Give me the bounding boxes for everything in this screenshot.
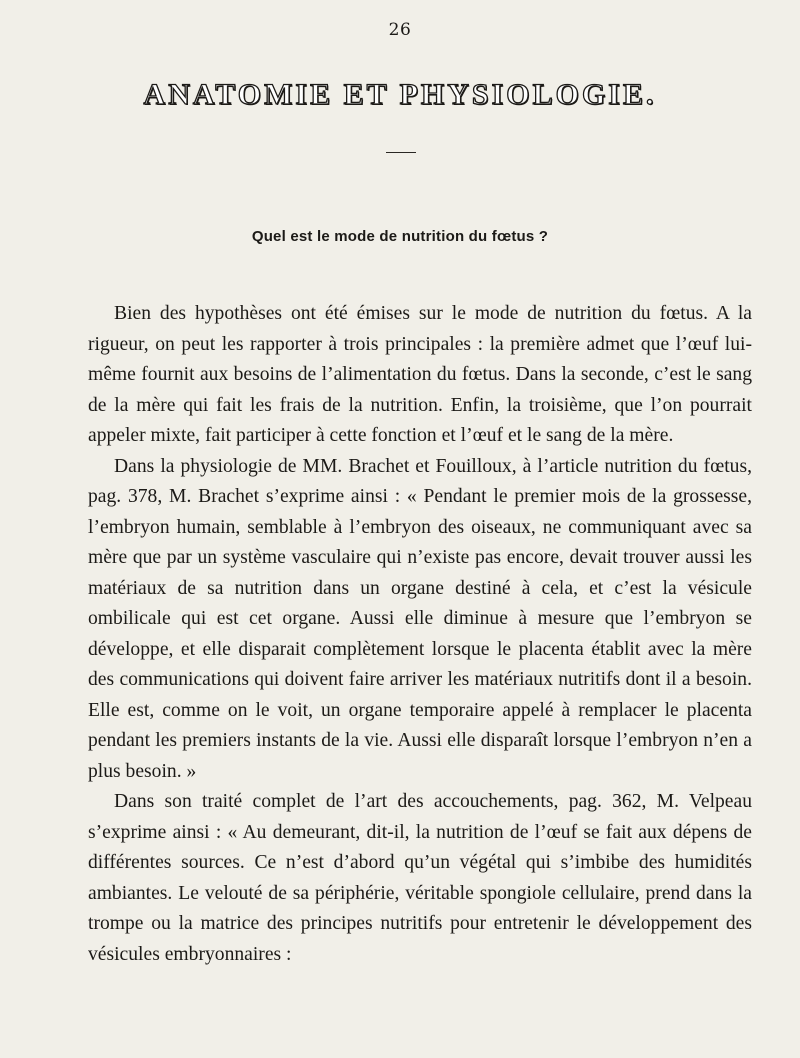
paragraph: Dans la physiologie de MM. Brachet et Fouilloux, à l’article nutrition du fœtus, pag. 378, M. Brachet s’exprime ainsi : « Pendant le premier mois de la grossesse, l’embryon humain, semblable à l’embryon des oiseaux, ne communiquant avec sa mère que par un système vasculaire qui n’existe pas encore, devait trouver aussi les matériaux de sa nutrition dans un organe destiné à cela, et c’est la vésicule ombilicale qui est cet organe. Aussi elle diminue à mesure que l’embryon se développe, et elle disparait complètement lorsque le placenta établit avec la mère des communications qui doivent faire arriver les matériaux nutritifs dont il a besoin. Elle est, comme on le voit, un organe temporaire appelé à remplacer le placenta pendant les premiers instants de la vie. Aussi elle disparaît lorsque l’embryon n’en a plus besoin. » (88, 455, 752, 782)
paragraph: Bien des hypothèses ont été émises sur le mode de nutrition du fœtus. A la rigueur, on peut les rapporter à trois principales : la première admet que l’œuf lui-même fournit aux besoins de l’alimentation du fœtus. Dans la seconde, c’est le sang de la mère qui fait les frais de la nutrition. Enfin, la troisième, que l’on pourrait appeler mixte, fait participer à cette fonction et l’œuf et le sang de la mère. (88, 303, 752, 446)
section-heading: ANATOMIE ET PHYSIOLOGIE. (143, 78, 657, 111)
paragraph: Dans son traité complet de l’art des accouchements, pag. 362, M. Velpeau s’exprime ainsi : « Au demeurant, dit-il, la nutrition de l’œuf se fait aux dépens de différentes sources. Ce n’est d’abord qu’un végétal qui s’imbibe des humidités ambiantes. Le velouté de sa périphérie, véritable spongiole cellulaire, prend dans la trompe ou la matrice des principes nutritifs pour entretenir le développement des vésicules embryonnaires : (88, 791, 752, 965)
question-title: Quel est le mode de nutrition du fœtus ? (251, 228, 549, 245)
body-text (88, 299, 752, 970)
heading-divider (386, 152, 416, 153)
page-number: 26 (388, 20, 412, 40)
